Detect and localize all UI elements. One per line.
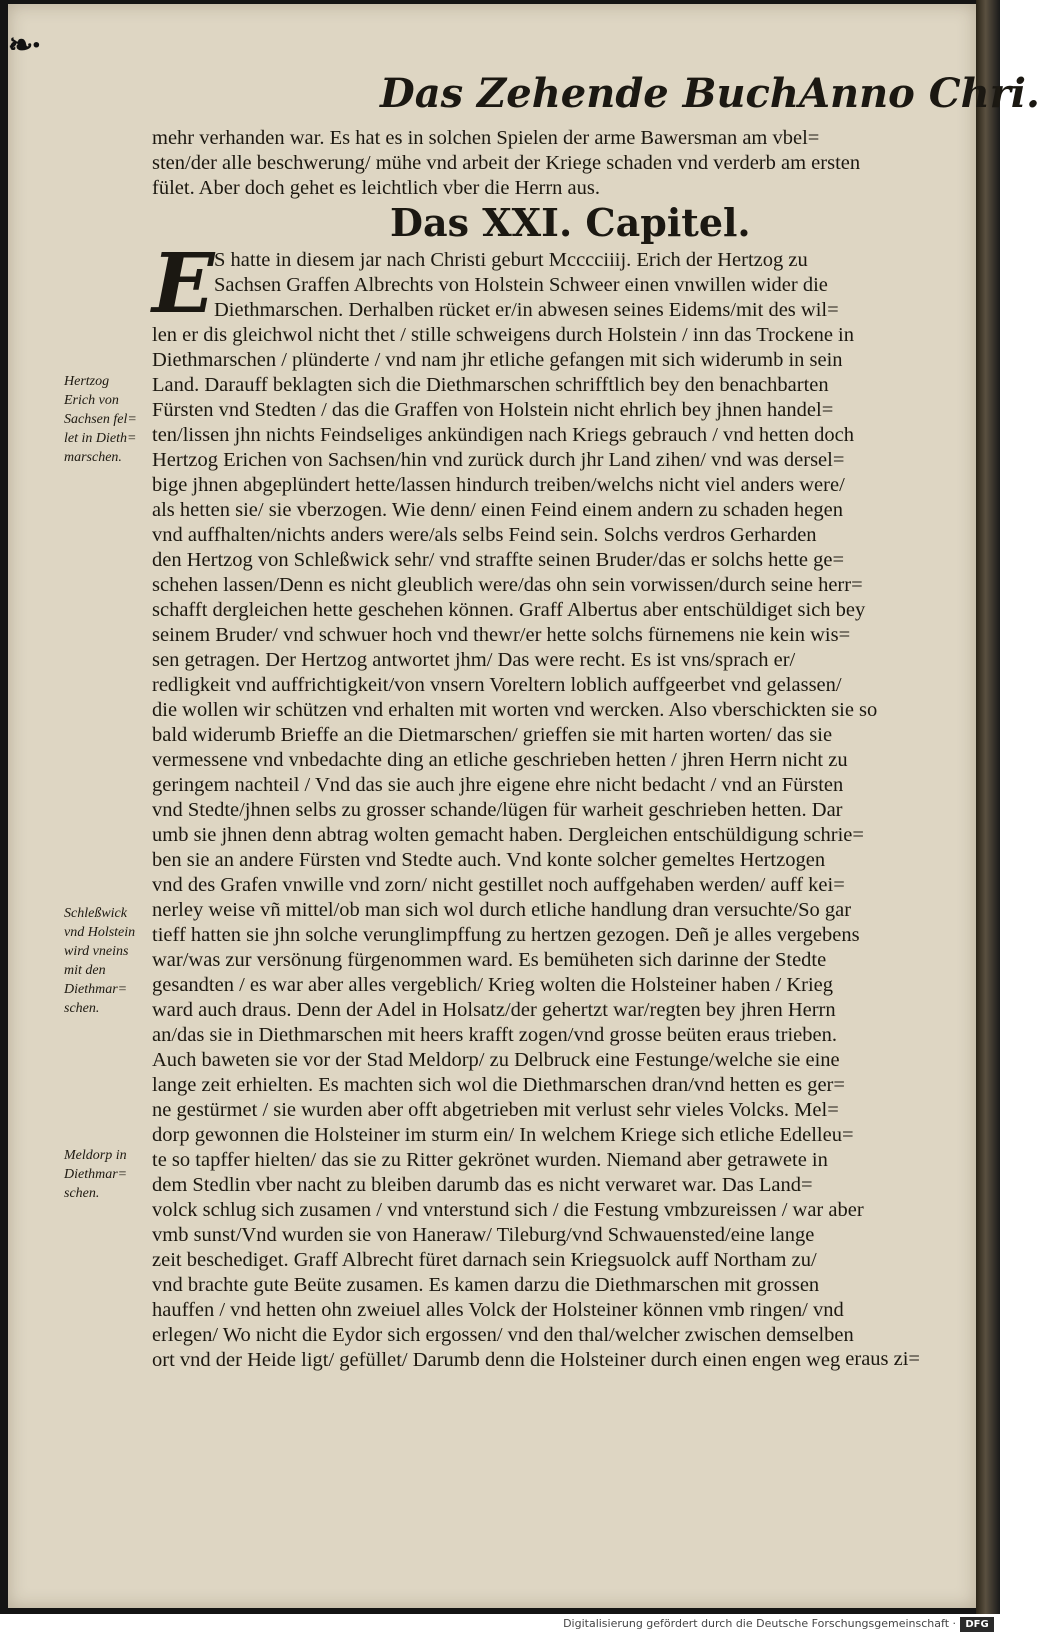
text-line: mehr verhanden war. Es hat es in solchen Spielen der arme Bawersman am vbel=: [152, 127, 820, 149]
text-line: Diethmarschen / plünderte / vnd nam jhr etliche gefangen mit sich widerumb in sein: [152, 349, 843, 371]
text-line: vermessene vnd vnbedachte ding an etliche geschrieben hetten / jhren Herrn nicht zu: [152, 749, 848, 771]
text-line: vnd Stedte/jhnen selbs zu grosser schande/lügen für warheit geschrieben hetten. Dar: [152, 799, 843, 821]
text-line: ward auch draus. Denn der Adel in Holsatz/der gehertzt war/regten bey jhren Herrn: [152, 999, 836, 1021]
text-line: die wollen wir schützen vnd erhalten mit worten vnd wercken. Also vberschickten sie so: [152, 699, 878, 721]
margin-note-line: wird vneins: [64, 944, 129, 959]
text-line: vnd auffhalten/nichts anders were/als selbs Feind sein. Solchs verdros Gerharden: [152, 524, 817, 546]
margin-note-1: [64, 372, 156, 467]
text-line: dem Stedlin vber nacht zu bleiben darumb das es nicht verwaret war. Das Land=: [152, 1174, 813, 1196]
text-line: Sachsen Graffen Albrechts von Holstein Schweer einen vnwillen wider die: [214, 274, 828, 296]
text-line: schehen lassen/Denn es nicht gleublich were/das ohn sein vorwissen/durch seine herr=: [152, 574, 863, 596]
margin-note-line: let in Dieth=: [64, 431, 137, 446]
text-line: umb sie jhnen denn abtrag wolten gemacht haben. Dergleichen entschüldigung schrie=: [152, 824, 864, 846]
text-line: fület. Aber doch gehet es leichtlich vber die Herrn aus.: [152, 177, 600, 199]
text-line: Fürsten vnd Stedten / das die Graffen von Holstein nicht ehrlich bey jhnen handel=: [152, 399, 834, 421]
margin-note-line: Hertzog: [64, 374, 110, 389]
margin-note-3: [64, 1146, 156, 1203]
text-line: ort vnd der Heide ligt/ gefüllet/ Darumb denn die Holsteiner durch einen engen weg: [152, 1349, 841, 1371]
intro-paragraph: [152, 126, 922, 201]
book-gutter: [976, 0, 1000, 1614]
margin-note-2: [64, 904, 156, 1018]
text-line: als hetten sie/ sie vberzogen. Wie denn/ einen Feind einem andern zu schaden hegen: [152, 499, 843, 521]
text-line: seinem Bruder/ vnd schwuer hoch vnd thewr/er hette solchs fürnemens nie kein wis=: [152, 624, 851, 646]
text-line: dorp gewonnen die Holsteiner im sturm ein/ In welchem Kriege sich etliche Edelleu=: [152, 1124, 854, 1146]
catchword: eraus zi=: [845, 1348, 920, 1370]
dfg-logo: DFG: [960, 1617, 994, 1632]
margin-note-line: Schleßwick: [64, 906, 127, 921]
margin-note-line: Diethmar=: [64, 982, 128, 997]
margin-note-line: Diethmar=: [64, 1167, 128, 1182]
margin-note-line: Meldorp in: [64, 1148, 127, 1163]
text-line: tieff hatten sie jhn solche verunglimpffung zu hertzen gezogen. Deñ je alles vergebens: [152, 924, 860, 946]
margin-note-line: schen.: [64, 1001, 100, 1016]
text-line: vnd brachte gute Beüte zusamen. Es kamen darzu die Diethmarschen mit grossen: [152, 1274, 820, 1296]
text-line: ben sie an andere Fürsten vnd Stedte auch. Vnd konte solcher gemeltes Hertzogen: [152, 849, 826, 871]
text-line: ten/lissen jhn nichts Feindseliges ankündigen nach Kriegs gebrauch / vnd hetten doch: [152, 424, 854, 446]
margin-note-line: Sachsen fel=: [64, 412, 137, 427]
text-line: lange zeit erhielten. Es machten sich wol die Diethmarschen dran/vnd hetten es ger=: [152, 1074, 845, 1096]
running-head: [380, 70, 1040, 126]
text-line: den Hertzog von Schleßwick sehr/ vnd straffte seinen Bruder/das er solchs hette ge=: [152, 549, 845, 571]
text-line: ne gestürmet / sie wurden aber offt abgetrieben mit verlust sehr vieles Volcks. Mel=: [152, 1099, 839, 1121]
text-line: volck schlug sich zusamen / vnd vnterstund sich / die Festung vmbzureissen / war aber: [152, 1199, 864, 1221]
drop-cap: E: [152, 236, 215, 332]
text-line: len er dis gleichwol nicht thet / stille schweigens durch Holstein / inn das Trockene in: [152, 324, 855, 346]
text-line: S hatte in diesem jar nach Christi geburt Mcccciiij. Erich der Hertzog zu: [214, 249, 808, 271]
text-line: zeit beschediget. Graff Albrecht füret darnach sein Kriegsuolck auff Northam zu/: [152, 1249, 817, 1271]
text-line: redligkeit vnd auffrichtigkeit/von vnsern Voreltern loblich auffgeerbet vnd gelassen/: [152, 674, 842, 696]
footer-bar: [0, 1614, 1000, 1636]
text-line: Auch baweten sie vor der Stad Meldorp/ zu Delbruck eine Festunge/welche sie eine: [152, 1049, 840, 1071]
running-title: Das Zehende Buch: [380, 70, 799, 117]
margin-note-line: schen.: [64, 1186, 100, 1201]
text-line: sten/der alle beschwerung/ mühe vnd arbeit der Kriege schaden vnd verderb am ersten: [152, 152, 861, 174]
text-line: gesandten / es war aber alles vergeblich/ Krieg wolten die Holsteiner haben / Krieg: [152, 974, 834, 996]
margin-note-line: vnd Holstein: [64, 925, 136, 940]
text-line: an/das sie in Diethmarschen mit heers krafft zogen/vnd grosse beüten eraus trieben.: [152, 1024, 838, 1046]
text-line: bald widerumb Brieffe an die Dietmarschen/ grieffen sie mit harten worten/ das sie: [152, 724, 833, 746]
margin-note-line: Erich von: [64, 393, 119, 408]
text-line: Diethmarschen. Derhalben rücket er/in abwesen seines Eidems/mit des wil=: [214, 299, 839, 321]
running-title-year: Anno Chri.: [798, 70, 1040, 117]
margin-note-line: mit den: [64, 963, 106, 978]
chapter-heading: Das XXI. Capitel.: [390, 200, 751, 245]
text-line: te so tapffer hielten/ das sie zu Ritter gekrönet wurden. Niemand aber getrawete in: [152, 1149, 828, 1171]
text-line: war/was zur versönung fürgenommen ward. Es bemüheten sich darinne der Stedte: [152, 949, 827, 971]
text-line: hauffen / vnd hetten ohn zweiuel alles Volck der Holsteiner können vmb ringen/ vnd: [152, 1299, 844, 1321]
text-line: vmb sunst/Vnd wurden sie von Haneraw/ Tileburg/vnd Schwauensted/eine lange: [152, 1224, 815, 1246]
main-paragraph: [152, 236, 922, 1373]
text-line: sen getragen. Der Hertzog antwortet jhm/ Das were recht. Es ist vns/sprach er/: [152, 649, 796, 671]
corner-mark: ❧·: [8, 28, 40, 63]
margin-note-line: marschen.: [64, 450, 122, 465]
text-line: Land. Darauff beklagten sich die Diethmarschen schrifftlich bey den benachbarten: [152, 374, 829, 396]
text-line: bige jhnen abgeplündert hette/lassen hindurch treiben/welchs nicht viel anders were/: [152, 474, 845, 496]
text-line: geringem nachteil / Vnd das sie auch jhre eigene ehre nicht bedacht / vnd an Fürsten: [152, 774, 844, 796]
text-line: erlegen/ Wo nicht die Eydor sich ergossen/ vnd den thal/welcher zwischen demselben: [152, 1324, 854, 1346]
text-line: nerley weise vñ mittel/ob man sich wol durch etliche handlung dran versuchte/So gar: [152, 899, 852, 921]
text-line: vnd des Grafen vnwille vnd zorn/ nicht gestillet noch auffgehaben werden/ auff kei=: [152, 874, 845, 896]
text-line: schafft dergleichen hette geschehen können. Graff Albertus aber entschüldiget sich bey: [152, 599, 866, 621]
funding-notice: Digitalisierung gefördert durch die Deutsche Forschungsgemeinschaft ·: [563, 1617, 956, 1630]
text-line: Hertzog Erichen von Sachsen/hin vnd zurück durch jhr Land zihen/ vnd was dersel=: [152, 449, 845, 471]
